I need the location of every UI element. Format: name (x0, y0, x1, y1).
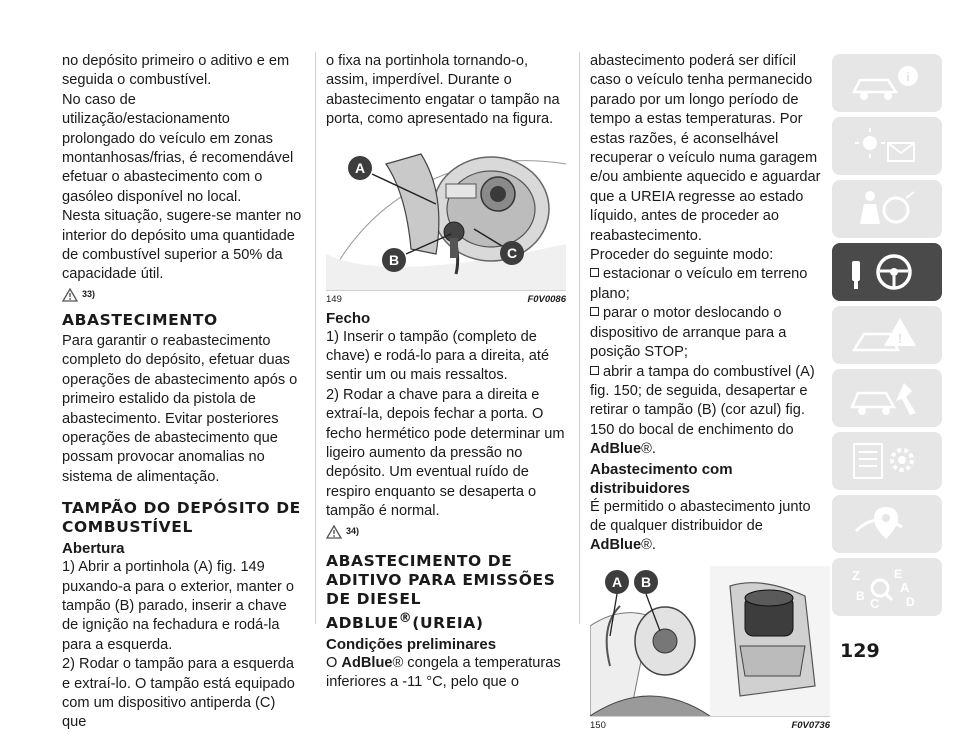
tab-index[interactable] (832, 558, 942, 616)
callout-b-label: B (388, 251, 400, 268)
paragraph: Proceder do seguinte modo: (590, 247, 774, 264)
text: abrir a tampa do combustível (A) fig. 150; de seguida, desapertar e retirar o tampão (B) (cor azul) fig. 150 do bocal de enchimento do (590, 363, 815, 438)
paragraph: 2) Rodar a chave para a direita e extraí-la, depois fechar a porta. O fecho hermético pode determinar um ligeiro aumento da pressão no depósito. Um eventual ruído de respiro enquanto se desaperta o tampão é normal. (326, 386, 565, 520)
column-divider (315, 52, 316, 624)
chapter-tabs (832, 54, 942, 621)
brand-name: AdBlue (341, 654, 393, 671)
tab-info[interactable] (832, 54, 942, 112)
warning-note (326, 522, 566, 542)
svg-text:!: ! (897, 330, 903, 346)
index-letters-icon (846, 564, 926, 610)
text: parar o motor deslocando o dispositivo de arranque para a posição STOP; (590, 305, 787, 361)
text: estacionar o veículo em terreno plano; (590, 266, 808, 302)
svg-text:B: B (856, 589, 865, 603)
column-3 (590, 52, 830, 735)
paragraph (326, 654, 566, 693)
paragraph (590, 498, 830, 556)
list-item (590, 363, 830, 460)
list-item (590, 304, 830, 362)
tab-multimedia[interactable] (832, 495, 942, 553)
page-number: 129 (840, 640, 880, 662)
info-car-icon (846, 60, 926, 106)
paragraph: abastecimento poderá ser difícil caso o veículo tenha permanecido parado por um longo período de tempo a estas temperaturas. Por estas razões, é aconselhável recuperar o veículo numa garagem e/ou ambiente aquecido e aguardar que a UREIA regresse ao estado líquido, antes de proceder ao reabastecimento. (590, 53, 821, 244)
svg-text:Z: Z (852, 568, 860, 583)
note-ref: 33) (82, 289, 96, 300)
text: O (326, 654, 338, 671)
callout-b-label: B (640, 573, 652, 590)
column-1 (62, 52, 302, 733)
paragraph: 1) Abrir a portinhola (A) fig. 149 puxando-a para o exterior, manter o tampão (B) parado, inserir a chave de ignição na fechadura e rodá-la para a esquerda. (62, 559, 295, 653)
section-heading: TAMPÃO DO DEPÓSITO DE COMBUSTÍVEL (62, 499, 301, 537)
tab-emergency[interactable] (832, 306, 942, 364)
warning-road-icon (846, 312, 926, 358)
heading-text: (UREIA) (412, 613, 484, 632)
sun-envelope-icon (846, 123, 926, 169)
tab-maintenance[interactable] (832, 369, 942, 427)
adblue-cap-illustration (590, 566, 830, 716)
callout-a-label: A (611, 573, 623, 590)
tab-safety[interactable] (832, 180, 942, 238)
paragraph: no depósito primeiro o aditivo e em seguida o combustível. (62, 53, 290, 89)
figure-code: F0V0086 (527, 293, 566, 305)
checkbox-icon (590, 366, 599, 375)
figure-number: 149 (326, 293, 342, 305)
svg-text:E: E (894, 567, 903, 581)
column-2 (326, 52, 566, 693)
fuel-door-illustration (326, 134, 566, 290)
figure-caption (590, 719, 830, 733)
tab-lights[interactable] (832, 117, 942, 175)
warning-hand-icon (62, 288, 78, 302)
brand-name: AdBlue (590, 441, 642, 458)
section-heading (326, 552, 566, 633)
tab-starting-driving[interactable] (832, 243, 942, 301)
heading-text: ABASTECIMENTO DE ADITIVO PARA EMISSÕES DE DIESEL ADBLUE (326, 551, 556, 632)
subheading: Fecho (326, 309, 371, 327)
figure-caption (326, 293, 566, 307)
registered-mark: ® (398, 610, 413, 626)
subheading: Abertura (62, 540, 125, 558)
note-ref: 34) (346, 525, 360, 536)
subheading: Abastecimento com distribuidores (590, 460, 733, 497)
figure-number: 150 (590, 719, 606, 731)
list-item (590, 265, 830, 304)
warning-note (62, 285, 302, 305)
paragraph: o fixa na portinhola tornando-o, assim, imperdível. Durante o abastecimento engatar o tampão na porta, como apresentado na figura. (326, 53, 560, 128)
text: ®. (641, 441, 656, 458)
checkbox-icon (590, 307, 599, 316)
paragraph: 2) Rodar o tampão para a esquerda e extraí-lo. O tampão está equipado com um dispositivo antiperda (C) que (62, 656, 295, 731)
svg-text:i: i (906, 69, 910, 84)
paragraph: Para garantir o reabastecimento completo do depósito, efetuar duas operações de abastecimento após o primeiro estalido da pistola de abastecimento. Evitar posteriores operações de abastecimento que possam provocar anomalias no sistema de alimentação. (62, 332, 298, 485)
section-heading: ABASTECIMENTO (62, 310, 218, 329)
warning-hand-icon (326, 525, 342, 539)
text: É permitido o abastecimento junto de qualquer distribuidor de (590, 498, 811, 534)
subheading: Condições preliminares (326, 635, 497, 653)
svg-text:D: D (906, 595, 915, 609)
airbag-icon (846, 186, 926, 232)
text: ® congela a temperaturas inferiores a -11 °C, pelo que o (326, 654, 561, 691)
paragraph: Nesta situação, sugere-se manter no interior do depósito uma quantidade de combustível superior a 50% da capacidade útil. (62, 208, 302, 283)
svg-text:A: A (900, 580, 910, 595)
callout-c-label: C (506, 244, 518, 261)
callout-a-label: A (354, 159, 366, 176)
column-divider (579, 52, 580, 624)
steering-key-icon (846, 249, 926, 295)
map-pin-icon (846, 501, 926, 547)
text: ®. (641, 537, 656, 554)
paragraph: No caso de utilização/estacionamento prolongado do veículo em zonas montanhosas/frias, é recomendável efetuar o abastecimento com o gasóleo disponível no local. (62, 91, 294, 205)
figure-150 (590, 566, 830, 717)
figure-149 (326, 134, 566, 291)
brand-name: AdBlue (590, 537, 642, 554)
list-gear-icon (846, 438, 926, 484)
tab-technical-data[interactable] (832, 432, 942, 490)
svg-text:C: C (870, 596, 880, 610)
paragraph: 1) Inserir o tampão (completo de chave) e rodá-lo para a direita, até sentir um ou mais ressaltos. (326, 328, 550, 384)
checkbox-icon (590, 268, 599, 277)
figure-code: F0V0736 (791, 719, 830, 731)
car-wrench-icon (846, 375, 926, 421)
